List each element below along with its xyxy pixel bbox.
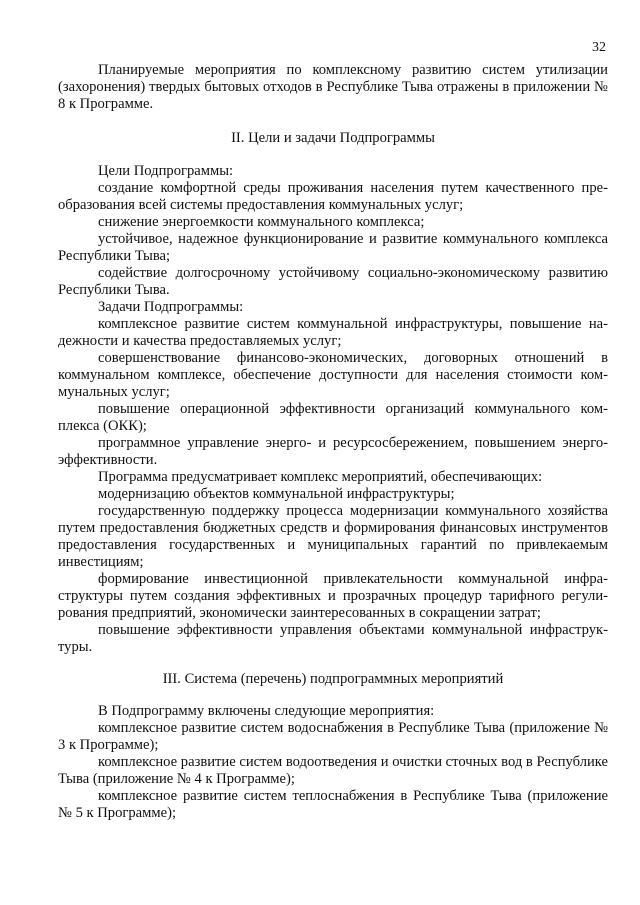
measure-item: повышение эффективности управления объектами коммунальной инфраструктуры. — [58, 622, 608, 655]
intro-paragraph: Планируемые мероприятия по комплексному развитию систем утилизации (захоронения) твердых бытовых отходов в Республике Тыва отражены в приложении № 8 к Программе. — [58, 62, 608, 112]
task-item: комплексное развитие систем коммунальной инфраструктуры, повышение надежности и качества предоставляемых услуг; — [58, 316, 608, 349]
measure-item: модернизацию объектов коммунальной инфраструктуры; — [98, 486, 455, 502]
measure-item: государственную поддержку процесса модернизации коммунального хозяйства путем предоставления бюджетных средств и формирования финансовых инструментов предоставления государственных и муниципальных гарантий по привлекаемым инвестициям; — [58, 503, 608, 570]
measure-item: формирование инвестиционной привлекательности коммунальной инфраструктуры путем создания эффективных и прозрачных процедур тарифного регулирования предприятий, экономически заинтересованных в сокращении затрат; — [58, 571, 608, 621]
activity-item: комплексное развитие систем водоснабжения в Республике Тыва (приложение № 3 к Программе); — [58, 720, 608, 753]
activity-item: комплексное развитие систем теплоснабжения в Республике Тыва (приложение № 5 к Программе); — [58, 788, 608, 821]
section-3-intro: В Подпрограмму включены следующие мероприятия: — [98, 703, 435, 719]
measures-title: Программа предусматривает комплекс мероприятий, обеспечивающих: — [98, 469, 543, 485]
goal-item: устойчивое, надежное функционирование и развитие коммунального комплекса Республики Тыва; — [58, 231, 608, 264]
activity-item: комплексное развитие систем водоотведения и очистки сточных вод в Республике Тыва (приложение № 4 к Программе); — [58, 754, 608, 787]
document-body — [58, 62, 608, 822]
tasks-title: Задачи Подпрограммы: — [98, 299, 244, 315]
task-item: программное управление энерго- и ресурсосбережением, повышением энергоэффективности. — [58, 435, 608, 468]
goal-item: создание комфортной среды проживания населения путем качественного преобразования всей системы предоставления коммунальных услуг; — [58, 180, 608, 213]
goals-title: Цели Подпрограммы: — [98, 163, 234, 179]
goal-item: содействие долгосрочному устойчивому социально-экономическому развитию Республики Тыва. — [58, 265, 608, 298]
goal-item: снижение энергоемкости коммунального комплекса; — [98, 214, 425, 230]
section-2-heading: II. Цели и задачи Подпрограммы — [231, 130, 435, 146]
section-3-heading: III. Система (перечень) подпрограммных мероприятий — [162, 671, 504, 687]
page-number: 32 — [592, 40, 606, 55]
task-item: повышение операционной эффективности организаций коммунального комплекса (ОКК); — [58, 401, 608, 434]
task-item: совершенствование финансово-экономических, договорных отношений в коммунальном комплексе, обеспечение доступности для населения стоимости коммунальных услуг; — [58, 350, 608, 400]
